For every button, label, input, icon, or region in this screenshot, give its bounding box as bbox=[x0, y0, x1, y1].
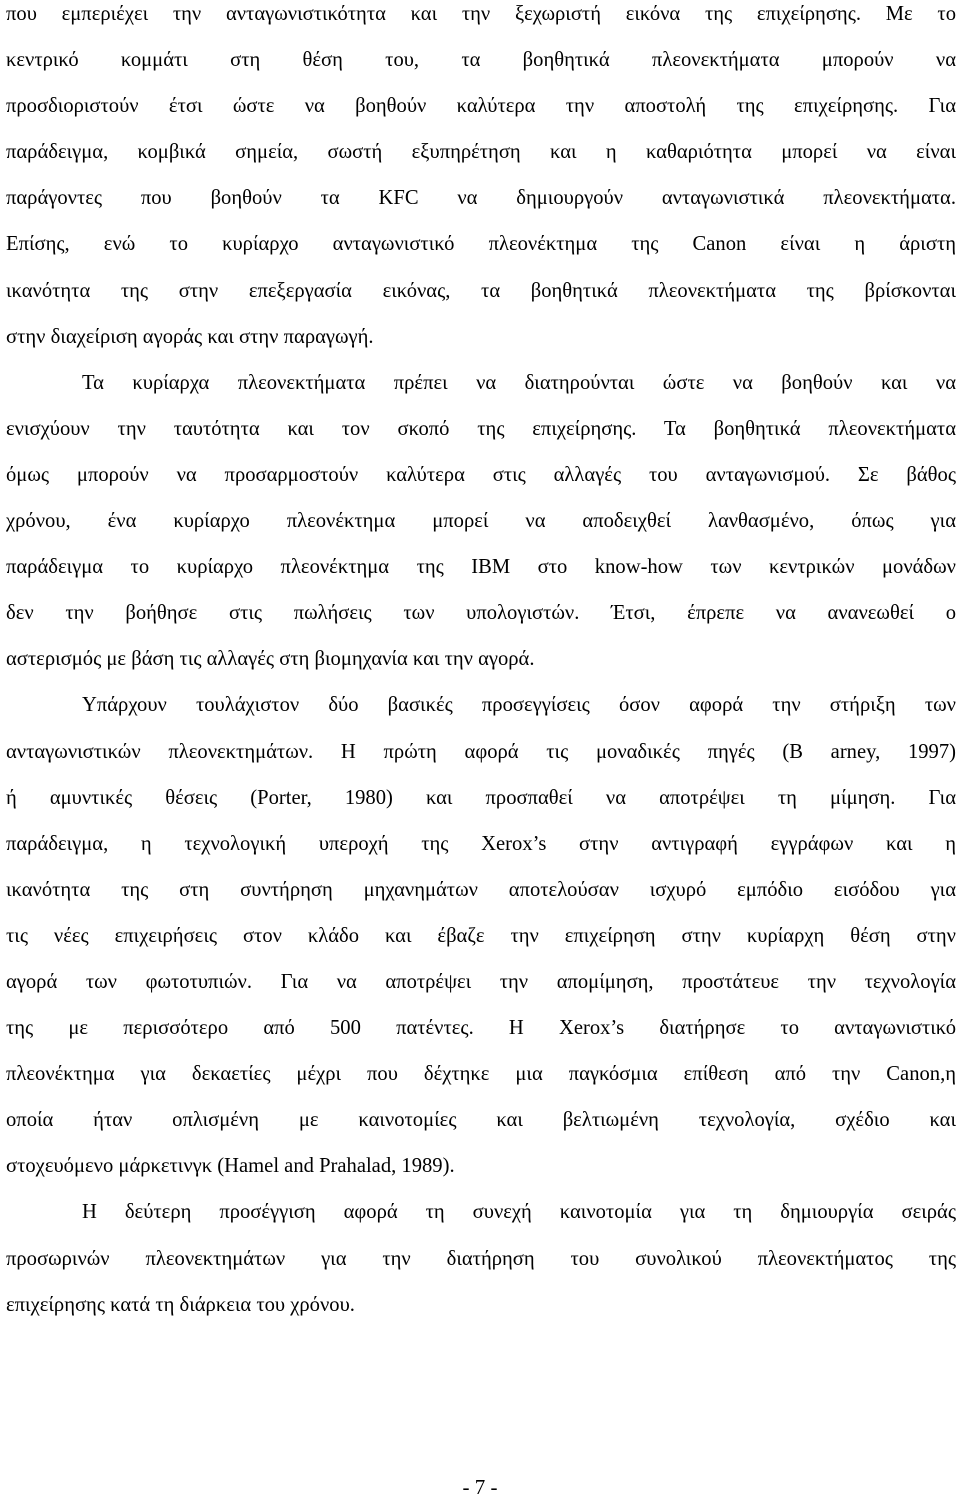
text-line: οποία ήταν οπλισμένη με καινοτομίες και βελτιωμένη τεχνολογία, σχέδιο και bbox=[6, 1109, 956, 1132]
text-line: προσωρινών πλεονεκτημάτων για την διατήρηση του συνολικού πλεονεκτήματος της bbox=[6, 1247, 956, 1270]
text-line: παράγοντες που βοηθούν τα KFC να δημιουργούν ανταγωνιστικά πλεονεκτήματα. bbox=[6, 187, 956, 210]
text-line: χρόνου, ένα κυρίαρχο πλεονέκτημα μπορεί να αποδειχθεί λανθασμένο, όπως για bbox=[6, 510, 956, 533]
page-number: - 7 - bbox=[462, 1475, 498, 1499]
paragraph-4 bbox=[6, 1189, 956, 1327]
paragraph-2 bbox=[6, 360, 956, 683]
text-line: δεν την βοήθησε στις πωλήσεις των υπολογιστών. Έτσι, έπρεπε να ανανεωθεί ο bbox=[6, 602, 956, 625]
text-line: προσδιοριστούν έτσι ώστε να βοηθούν καλύτερα την αποστολή της επιχείρησης. Για bbox=[6, 95, 956, 118]
text-line: πλεονέκτημα για δεκαετίες μέχρι που δέχτηκε μια παγκόσμια επίθεση από την Canon,η bbox=[6, 1063, 956, 1086]
text-line: αστερισμός με βάση τις αλλαγές στη βιομηχανία και την αγορά. bbox=[6, 648, 535, 671]
text-line: Η δεύτερη προσέγγιση αφορά τη συνεχή καινοτομία για τη δημιουργία σειράς bbox=[82, 1201, 956, 1224]
document-body bbox=[6, 0, 956, 1328]
text-line: αγορά των φωτοτυπιών. Για να αποτρέψει την απομίμηση, προστάτευε την τεχνολογία bbox=[6, 970, 956, 993]
text-line: παράδειγμα, η τεχνολογική υπεροχή της Xerox’s στην αντιγραφή εγγράφων και η bbox=[6, 832, 956, 855]
text-line: ενισχύουν την ταυτότητα και τον σκοπό της επιχείρησης. Τα βοηθητικά πλεονεκτήματα bbox=[6, 417, 956, 440]
text-line: ανταγωνιστικών πλεονεκτημάτων. Η πρώτη αφορά τις μοναδικές πηγές (B arney, 1997) bbox=[6, 740, 956, 763]
paragraph-1 bbox=[6, 0, 956, 360]
text-line: όμως μπορούν να προσαρμοστούν καλύτερα στις αλλαγές του ανταγωνισμού. Σε βάθος bbox=[6, 463, 956, 486]
text-line: στην διαχείριση αγοράς και στην παραγωγή. bbox=[6, 325, 374, 348]
text-line: παράδειγμα το κυρίαρχο πλεονέκτημα της IBM στο know-how των κεντρικών μονάδων bbox=[6, 556, 956, 579]
text-line: ικανότητα της στη συντήρηση μηχανημάτων αποτελούσαν ισχυρό εμπόδιο εισόδου για bbox=[6, 878, 956, 901]
text-line: τις νέες επιχειρήσεις στον κλάδο και έβαζε την επιχείρηση στην κυρίαρχη θέση στην bbox=[6, 924, 956, 947]
text-line: Τα κυρίαρχα πλεονεκτήματα πρέπει να διατηρούνται ώστε να βοηθούν και να bbox=[82, 371, 956, 394]
text-line: που εμπεριέχει την ανταγωνιστικότητα και την ξεχωριστή εικόνα της επιχείρησης. Με το bbox=[6, 3, 956, 25]
paragraph-3 bbox=[6, 682, 956, 1189]
text-line: στοχευόμενο μάρκετινγκ (Hamel and Prahalad, 1989). bbox=[6, 1155, 455, 1178]
text-line: Επίσης, ενώ το κυρίαρχο ανταγωνιστικό πλεονέκτημα της Canon είναι η άριστη bbox=[6, 233, 956, 256]
text-line: της με περισσότερο από 500 πατέντες. Η Xerox’s διατήρησε το ανταγωνιστικό bbox=[6, 1017, 956, 1040]
text-line: παράδειγμα, κομβικά σημεία, σωστή εξυπηρέτηση και η καθαριότητα μπορεί να είναι bbox=[6, 141, 956, 164]
text-line: επιχείρησης κατά τη διάρκεια του χρόνου. bbox=[6, 1293, 355, 1316]
text-line: ικανότητα της στην επεξεργασία εικόνας, τα βοηθητικά πλεονεκτήματα της βρίσκονται bbox=[6, 279, 956, 302]
text-line: ή αμυντικές θέσεις (Porter, 1980) και προσπαθεί να αποτρέψει τη μίμηση. Για bbox=[6, 786, 956, 809]
text-line: Υπάρχουν τουλάχιστον δύο βασικές προσεγγίσεις όσον αφορά την στήριξη των bbox=[82, 694, 956, 717]
text-line: κεντρικό κομμάτι στη θέση του, τα βοηθητικά πλεονεκτήματα μπορούν να bbox=[6, 49, 956, 72]
